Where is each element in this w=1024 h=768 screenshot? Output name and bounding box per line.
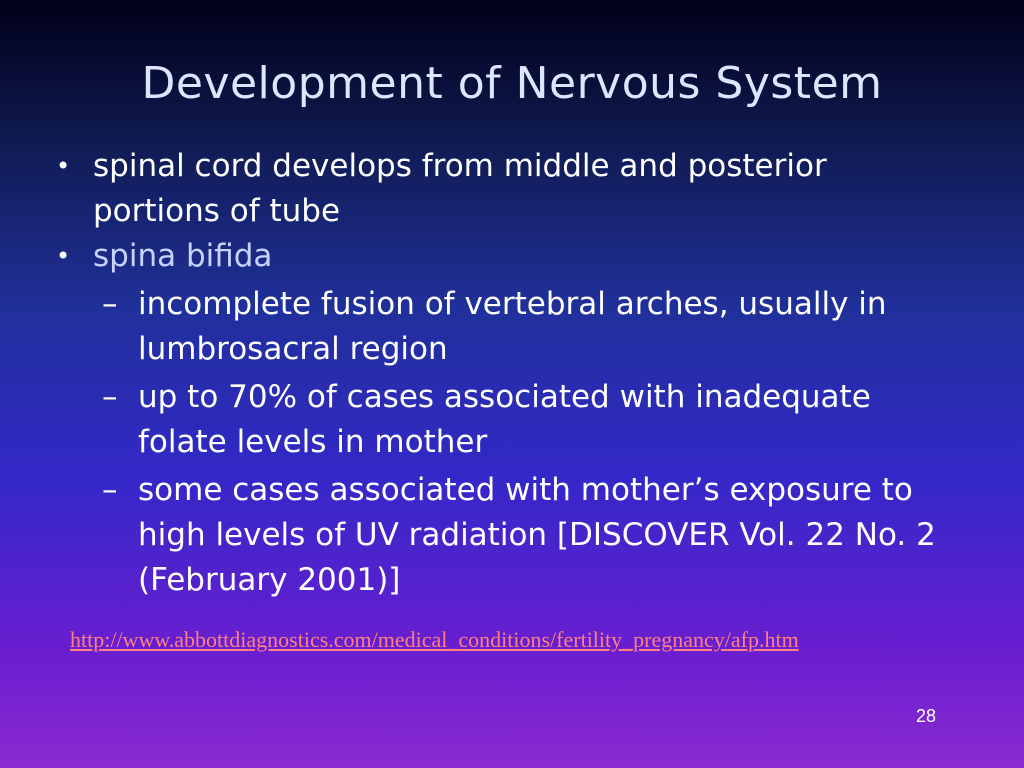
slide-content	[56, 144, 956, 603]
reference-link[interactable]: http://www.abbottdiagnostics.com/medical_conditions/fertility_pregnancy/afp.htm	[70, 627, 799, 652]
sub-bullet-item	[56, 282, 956, 372]
dash-icon: –	[102, 286, 118, 322]
sub-bullet-text: some cases associated with mother’s exposure to high levels of UV radiation [DISCOVER Vol. 22 No. 2 (February 2001)]	[138, 472, 936, 598]
bullet-text: spinal cord develops from middle and posterior portions of tube	[93, 148, 827, 229]
bullet-dot-icon: •	[56, 152, 71, 180]
slide-title: Development of Nervous System	[141, 58, 883, 109]
sub-bullet-item	[56, 468, 956, 603]
bullet-dot-icon: •	[56, 242, 71, 270]
sub-bullet-text: incomplete fusion of vertebral arches, usually in lumbrosacral region	[138, 286, 887, 367]
dash-icon: –	[102, 379, 118, 415]
bullet-text: spina bifida	[93, 238, 273, 274]
bullet-item	[56, 144, 956, 234]
dash-icon: –	[102, 472, 118, 508]
sub-bullet-text: up to 70% of cases associated with inadequate folate levels in mother	[138, 379, 871, 460]
bullet-item	[56, 234, 956, 279]
sub-bullet-item	[56, 375, 956, 465]
page-number: 28	[915, 706, 936, 726]
